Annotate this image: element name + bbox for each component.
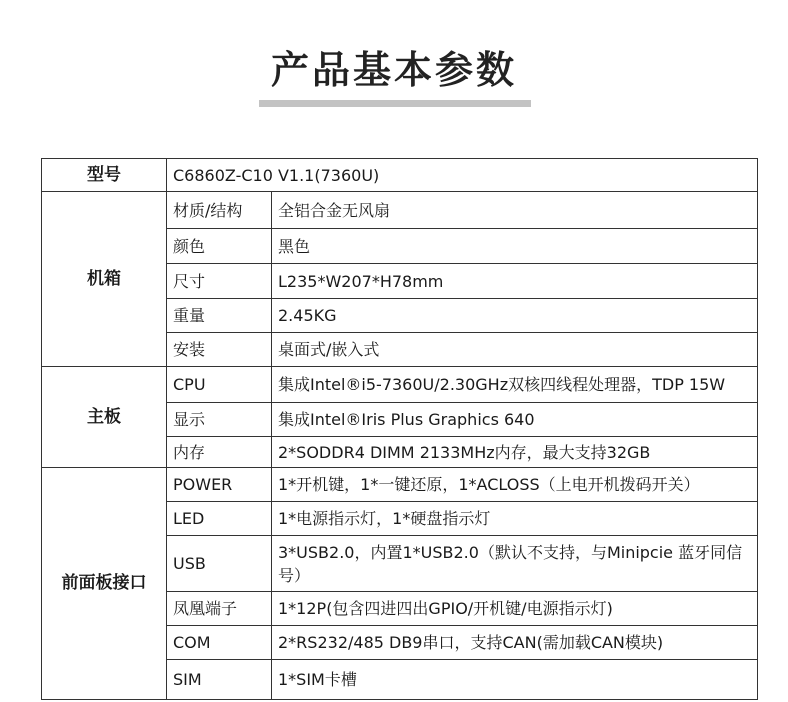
spec-name: POWER bbox=[167, 468, 272, 502]
spec-value: 1*电源指示灯，1*硬盘指示灯 bbox=[272, 502, 758, 536]
spec-value: 1*12P(包含四进四出GPIO/开机键/电源指示灯) bbox=[272, 592, 758, 626]
spec-name: USB bbox=[167, 536, 272, 592]
spec-name: 材质/结构 bbox=[167, 192, 272, 229]
spec-name: SIM bbox=[167, 660, 272, 700]
table-row bbox=[42, 159, 758, 192]
spec-name: LED bbox=[167, 502, 272, 536]
model-label: 型号 bbox=[42, 159, 167, 192]
spec-value: 集成Intel®i5-7360U/2.30GHz双核四线程处理器，TDP 15W bbox=[272, 367, 758, 403]
spec-value: 黑色 bbox=[272, 229, 758, 264]
spec-value: 2.45KG bbox=[272, 299, 758, 333]
table-row bbox=[42, 367, 758, 403]
spec-value: 3*USB2.0，内置1*USB2.0（默认不支持，与Minipcie 蓝牙同信号） bbox=[272, 536, 758, 592]
spec-name: COM bbox=[167, 626, 272, 660]
spec-value: 桌面式/嵌入式 bbox=[272, 333, 758, 367]
title-underline bbox=[259, 100, 531, 107]
spec-table bbox=[41, 158, 758, 700]
page-title: 产品基本参数 bbox=[270, 48, 517, 92]
spec-value: 全铝合金无风扇 bbox=[272, 192, 758, 229]
spec-name: 内存 bbox=[167, 437, 272, 468]
group-label-chassis: 机箱 bbox=[42, 192, 167, 367]
spec-value: 集成Intel®Iris Plus Graphics 640 bbox=[272, 403, 758, 437]
spec-name: 重量 bbox=[167, 299, 272, 333]
spec-name: 凤凰端子 bbox=[167, 592, 272, 626]
spec-value: 2*SODDR4 DIMM 2133MHz内存，最大支持32GB bbox=[272, 437, 758, 468]
spec-name: 尺寸 bbox=[167, 264, 272, 299]
group-label-mainboard: 主板 bbox=[42, 367, 167, 468]
spec-value: 2*RS232/485 DB9串口，支持CAN(需加载CAN模块) bbox=[272, 626, 758, 660]
spec-value: 1*开机键，1*一键还原，1*ACLOSS（上电开机拨码开关） bbox=[272, 468, 758, 502]
model-value: C6860Z-C10 V1.1(7360U) bbox=[167, 159, 758, 192]
spec-value: 1*SIM卡槽 bbox=[272, 660, 758, 700]
table-row bbox=[42, 192, 758, 229]
table-row bbox=[42, 468, 758, 502]
spec-name: 安装 bbox=[167, 333, 272, 367]
spec-name: 颜色 bbox=[167, 229, 272, 264]
group-label-front-panel: 前面板接口 bbox=[42, 468, 167, 700]
spec-name: 显示 bbox=[167, 403, 272, 437]
spec-value: L235*W207*H78mm bbox=[272, 264, 758, 299]
spec-name: CPU bbox=[167, 367, 272, 403]
